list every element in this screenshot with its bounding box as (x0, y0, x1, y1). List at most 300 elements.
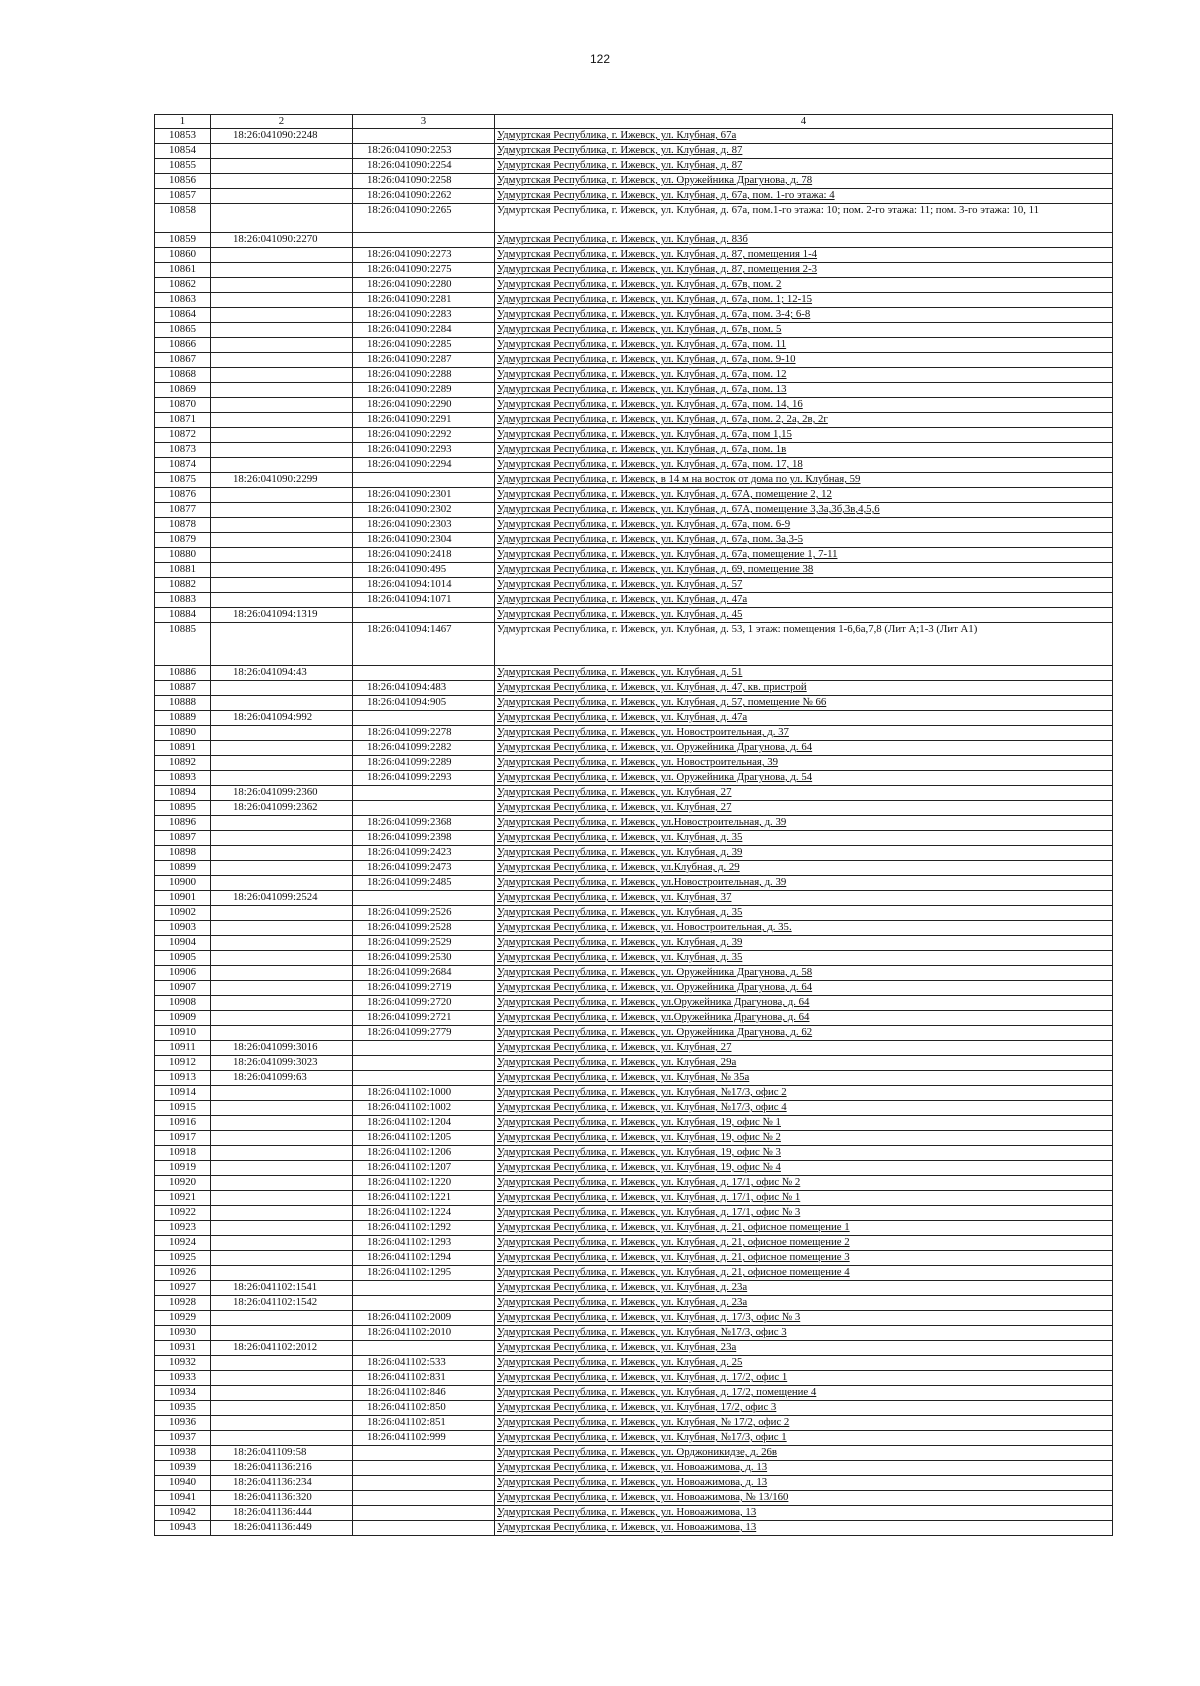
row-number: 10884 (155, 608, 211, 623)
table-row (155, 711, 1113, 726)
address: Удмуртская Республика, г. Ижевск, ул. Клубная, № 17/2, офис 2 (495, 1416, 1113, 1431)
cadastral-number-parcel (211, 681, 353, 696)
address: Удмуртская Республика, г. Ижевск, ул. Клубная, д. 25 (495, 1356, 1113, 1371)
address: Удмуртская Республика, г. Ижевск, ул. Клубная, д. 67в, пом. 5 (495, 323, 1113, 338)
table-row (155, 593, 1113, 608)
cadastral-number-building (353, 473, 495, 488)
table-row (155, 623, 1113, 666)
address: Удмуртская Республика, г. Ижевск, ул. Клубная, д. 67а, пом. 17, 18 (495, 458, 1113, 473)
row-number: 10880 (155, 548, 211, 563)
address: Удмуртская Республика, г. Ижевск, ул. Оружейника Драгунова, д. 64 (495, 741, 1113, 756)
cadastral-number-building: 18:26:041094:1014 (353, 578, 495, 593)
table-row (155, 756, 1113, 771)
row-number: 10860 (155, 248, 211, 263)
cadastral-number-parcel (211, 383, 353, 398)
cadastral-number-building: 18:26:041099:2530 (353, 951, 495, 966)
row-number: 10918 (155, 1146, 211, 1161)
cadastral-number-parcel (211, 308, 353, 323)
cadastral-number-parcel (211, 1206, 353, 1221)
cadastral-number-building: 18:26:041102:2010 (353, 1326, 495, 1341)
row-number: 10900 (155, 876, 211, 891)
cadastral-number-parcel: 18:26:041090:2270 (211, 233, 353, 248)
table-row (155, 1146, 1113, 1161)
row-number: 10867 (155, 353, 211, 368)
table-row (155, 801, 1113, 816)
row-number: 10929 (155, 1311, 211, 1326)
cadastral-number-building: 18:26:041090:2258 (353, 174, 495, 189)
table-row (155, 293, 1113, 308)
cadastral-number-building: 18:26:041090:2273 (353, 248, 495, 263)
cadastral-number-building: 18:26:041102:1002 (353, 1101, 495, 1116)
cadastral-number-parcel: 18:26:041094:992 (211, 711, 353, 726)
address: Удмуртская Республика, г. Ижевск, ул. Клубная, д. 47, кв. пристрой (495, 681, 1113, 696)
cadastral-number-parcel (211, 1221, 353, 1236)
cadastral-number-building: 18:26:041090:2294 (353, 458, 495, 473)
cadastral-number-parcel (211, 876, 353, 891)
cadastral-number-building: 18:26:041090:2291 (353, 413, 495, 428)
table-header-row (155, 115, 1113, 129)
cadastral-number-building (353, 1446, 495, 1461)
table-row (155, 263, 1113, 278)
table-row (155, 1236, 1113, 1251)
row-number: 10936 (155, 1416, 211, 1431)
cadastral-number-parcel (211, 578, 353, 593)
cadastral-number-building: 18:26:041090:2289 (353, 383, 495, 398)
table-row (155, 428, 1113, 443)
cadastral-number-building (353, 608, 495, 623)
table-row (155, 666, 1113, 681)
row-number: 10923 (155, 1221, 211, 1236)
cadastral-number-building (353, 891, 495, 906)
row-number: 10922 (155, 1206, 211, 1221)
cadastral-number-parcel (211, 144, 353, 159)
cadastral-number-parcel (211, 278, 353, 293)
cadastral-number-parcel (211, 293, 353, 308)
address: Удмуртская Республика, г. Ижевск, ул.Клубная, д. 29 (495, 861, 1113, 876)
cadastral-number-parcel: 18:26:041099:63 (211, 1071, 353, 1086)
cadastral-number-building: 18:26:041102:850 (353, 1401, 495, 1416)
cadastral-number-parcel (211, 428, 353, 443)
cadastral-number-building: 18:26:041099:2368 (353, 816, 495, 831)
cadastral-number-building: 18:26:041094:1467 (353, 623, 495, 666)
row-number: 10855 (155, 159, 211, 174)
table-row (155, 174, 1113, 189)
table-row (155, 368, 1113, 383)
table-row (155, 248, 1113, 263)
row-number: 10879 (155, 533, 211, 548)
cadastral-number-building (353, 1281, 495, 1296)
address: Удмуртская Республика, г. Ижевск, ул. Оружейника Драгунова, д. 62 (495, 1026, 1113, 1041)
table-row (155, 383, 1113, 398)
address: Удмуртская Республика, г. Ижевск, ул. Клубная, д. 47а (495, 711, 1113, 726)
table-row (155, 1116, 1113, 1131)
table-row (155, 1506, 1113, 1521)
row-number: 10857 (155, 189, 211, 204)
cadastral-number-parcel (211, 861, 353, 876)
table-row (155, 548, 1113, 563)
address: Удмуртская Республика, г. Ижевск, ул. Клубная, д. 23а (495, 1296, 1113, 1311)
address: Удмуртская Республика, г. Ижевск, ул. Клубная, д. 83б (495, 233, 1113, 248)
row-number: 10919 (155, 1161, 211, 1176)
cadastral-number-building: 18:26:041102:1204 (353, 1116, 495, 1131)
cadastral-number-building: 18:26:041102:2009 (353, 1311, 495, 1326)
table-row (155, 1131, 1113, 1146)
table-row (155, 996, 1113, 1011)
row-number: 10869 (155, 383, 211, 398)
cadastral-number-building (353, 1476, 495, 1491)
cadastral-number-parcel (211, 966, 353, 981)
address: Удмуртская Республика, г. Ижевск, ул.Оружейника Драгунова, д. 64 (495, 1011, 1113, 1026)
row-number: 10915 (155, 1101, 211, 1116)
table-body (155, 129, 1113, 1536)
address: Удмуртская Республика, г. Ижевск, ул. Клубная, 19, офис № 3 (495, 1146, 1113, 1161)
table-row (155, 1266, 1113, 1281)
row-number: 10875 (155, 473, 211, 488)
address: Удмуртская Республика, г. Ижевск, ул. Клубная, д. 35 (495, 831, 1113, 846)
cadastral-number-parcel: 18:26:041136:216 (211, 1461, 353, 1476)
address: Удмуртская Республика, г. Ижевск, ул. Клубная, д. 57, помещение № 66 (495, 696, 1113, 711)
cadastral-number-building: 18:26:041090:2287 (353, 353, 495, 368)
row-number: 10863 (155, 293, 211, 308)
address: Удмуртская Республика, г. Ижевск, ул. Клубная, д. 51 (495, 666, 1113, 681)
table-row (155, 458, 1113, 473)
cadastral-number-building: 18:26:041099:2721 (353, 1011, 495, 1026)
address: Удмуртская Республика, г. Ижевск, ул. Клубная, д. 39 (495, 846, 1113, 861)
row-number: 10926 (155, 1266, 211, 1281)
row-number: 10897 (155, 831, 211, 846)
cadastral-number-parcel (211, 1266, 353, 1281)
address: Удмуртская Республика, г. Ижевск, ул. Клубная, д. 67а, пом. 11 (495, 338, 1113, 353)
table-row (155, 771, 1113, 786)
cadastral-number-building: 18:26:041099:2720 (353, 996, 495, 1011)
cadastral-number-parcel (211, 1026, 353, 1041)
row-number: 10924 (155, 1236, 211, 1251)
cadastral-number-parcel (211, 503, 353, 518)
row-number: 10905 (155, 951, 211, 966)
address: Удмуртская Республика, г. Ижевск, ул. Клубная, д. 21, офисное помещение 2 (495, 1236, 1113, 1251)
address: Удмуртская Республика, г. Ижевск, ул. Клубная, д. 67а, пом. 1в (495, 443, 1113, 458)
row-number: 10894 (155, 786, 211, 801)
address: Удмуртская Республика, г. Ижевск, ул. Клубная, д. 17/1, офис № 1 (495, 1191, 1113, 1206)
table-row (155, 1416, 1113, 1431)
row-number: 10909 (155, 1011, 211, 1026)
cadastral-number-building: 18:26:041102:1000 (353, 1086, 495, 1101)
row-number: 10858 (155, 204, 211, 233)
page-number: 122 (589, 52, 611, 66)
cadastral-number-building: 18:26:041090:2292 (353, 428, 495, 443)
table-row (155, 741, 1113, 756)
table-row (155, 891, 1113, 906)
cadastral-number-building (353, 1491, 495, 1506)
table-row (155, 1161, 1113, 1176)
row-number: 10881 (155, 563, 211, 578)
row-number: 10899 (155, 861, 211, 876)
cadastral-number-building: 18:26:041099:2473 (353, 861, 495, 876)
cadastral-number-parcel (211, 831, 353, 846)
table-row (155, 681, 1113, 696)
table-row (155, 1221, 1113, 1236)
address: Удмуртская Республика, г. Ижевск, ул. Новоажимова, 13 (495, 1521, 1113, 1536)
address: Удмуртская Республика, г. Ижевск, ул. Клубная, д. 67а, пом. 13 (495, 383, 1113, 398)
cadastral-number-building: 18:26:041090:2284 (353, 323, 495, 338)
table-row (155, 608, 1113, 623)
cadastral-number-parcel (211, 248, 353, 263)
address: Удмуртская Республика, г. Ижевск, ул. Клубная, №17/3, офис 1 (495, 1431, 1113, 1446)
cadastral-number-parcel (211, 981, 353, 996)
cadastral-number-parcel (211, 1326, 353, 1341)
row-number: 10940 (155, 1476, 211, 1491)
cadastral-number-parcel: 18:26:041099:3016 (211, 1041, 353, 1056)
cadastral-number-parcel (211, 1236, 353, 1251)
row-number: 10862 (155, 278, 211, 293)
cadastral-number-parcel (211, 771, 353, 786)
address: Удмуртская Республика, г. Ижевск, ул. Клубная, д. 17/2, помещение 4 (495, 1386, 1113, 1401)
table-row (155, 129, 1113, 144)
address: Удмуртская Республика, г. Ижевск, ул. Клубная, №17/3, офис 2 (495, 1086, 1113, 1101)
address: Удмуртская Республика, г. Ижевск, ул. Клубная, д. 67А, помещение 3,3а,3б,3в,4,5,6 (495, 503, 1113, 518)
table-row (155, 398, 1113, 413)
row-number: 10934 (155, 1386, 211, 1401)
table-row (155, 1056, 1113, 1071)
cadastral-number-building: 18:26:041090:2265 (353, 204, 495, 233)
table-row (155, 488, 1113, 503)
address: Удмуртская Республика, г. Ижевск, ул. Клубная, д. 69, помещение 38 (495, 563, 1113, 578)
table-row (155, 1176, 1113, 1191)
row-number: 10903 (155, 921, 211, 936)
table-row (155, 951, 1113, 966)
cadastral-number-parcel (211, 726, 353, 741)
table-row (155, 846, 1113, 861)
cadastral-number-building (353, 1296, 495, 1311)
table-row (155, 831, 1113, 846)
cadastral-number-building: 18:26:041090:2293 (353, 443, 495, 458)
cadastral-number-parcel (211, 1101, 353, 1116)
cadastral-number-parcel (211, 1146, 353, 1161)
table-row (155, 1371, 1113, 1386)
table-row (155, 443, 1113, 458)
cadastral-number-parcel (211, 741, 353, 756)
cadastral-number-parcel (211, 174, 353, 189)
cadastral-number-building: 18:26:041102:1207 (353, 1161, 495, 1176)
cadastral-number-building: 18:26:041090:2290 (353, 398, 495, 413)
address: Удмуртская Республика, г. Ижевск, ул. Клубная, д. 67а, пом. 3-4; 6-8 (495, 308, 1113, 323)
row-number: 10933 (155, 1371, 211, 1386)
row-number: 10861 (155, 263, 211, 278)
cadastral-number-building: 18:26:041102:1206 (353, 1146, 495, 1161)
table-row (155, 1356, 1113, 1371)
address: Удмуртская Республика, г. Ижевск, ул. Клубная, 37 (495, 891, 1113, 906)
cadastral-number-building: 18:26:041099:2719 (353, 981, 495, 996)
address: Удмуртская Республика, г. Ижевск, ул. Клубная, д. 67а, пом. 9-10 (495, 353, 1113, 368)
cadastral-number-building (353, 1461, 495, 1476)
table-row (155, 338, 1113, 353)
row-number: 10921 (155, 1191, 211, 1206)
cadastral-number-building (353, 786, 495, 801)
row-number: 10877 (155, 503, 211, 518)
address: Удмуртская Республика, г. Ижевск, ул. Новоажимова, д. 13 (495, 1476, 1113, 1491)
cadastral-number-building (353, 1521, 495, 1536)
cadastral-number-building: 18:26:041090:2281 (353, 293, 495, 308)
table-row (155, 563, 1113, 578)
cadastral-number-parcel: 18:26:041102:2012 (211, 1341, 353, 1356)
address: Удмуртская Республика, г. Ижевск, ул. Оружейника Драгунова, д. 78 (495, 174, 1113, 189)
cadastral-number-parcel: 18:26:041099:2524 (211, 891, 353, 906)
row-number: 10898 (155, 846, 211, 861)
row-number: 10886 (155, 666, 211, 681)
row-number: 10892 (155, 756, 211, 771)
cadastral-number-parcel: 18:26:041094:1319 (211, 608, 353, 623)
row-number: 10943 (155, 1521, 211, 1536)
address: Удмуртская Республика, г. Ижевск, ул. Клубная, 27 (495, 786, 1113, 801)
table-row (155, 1296, 1113, 1311)
cadastral-number-parcel (211, 1371, 353, 1386)
cadastral-number-building: 18:26:041090:2283 (353, 308, 495, 323)
address: Удмуртская Республика, г. Ижевск, ул. Клубная, 27 (495, 1041, 1113, 1056)
cadastral-number-parcel (211, 816, 353, 831)
row-number: 10893 (155, 771, 211, 786)
address: Удмуртская Республика, г. Ижевск, ул.Новостроительная, д. 39 (495, 876, 1113, 891)
table-row (155, 816, 1113, 831)
cadastral-number-parcel: 18:26:041136:444 (211, 1506, 353, 1521)
address: Удмуртская Республика, г. Ижевск, ул. Клубная, д. 87 (495, 159, 1113, 174)
row-number: 10887 (155, 681, 211, 696)
cadastral-number-parcel (211, 353, 353, 368)
cadastral-number-building: 18:26:041099:2423 (353, 846, 495, 861)
cadastral-number-building: 18:26:041090:2302 (353, 503, 495, 518)
table-row (155, 1251, 1113, 1266)
cadastral-number-building: 18:26:041099:2293 (353, 771, 495, 786)
row-number: 10901 (155, 891, 211, 906)
address: Удмуртская Республика, г. Ижевск, ул. Клубная, 67а (495, 129, 1113, 144)
row-number: 10854 (155, 144, 211, 159)
cadastral-number-building: 18:26:041099:2779 (353, 1026, 495, 1041)
cadastral-number-building: 18:26:041102:846 (353, 1386, 495, 1401)
row-number: 10876 (155, 488, 211, 503)
table-row (155, 1101, 1113, 1116)
table-row (155, 1521, 1113, 1536)
table-row (155, 696, 1113, 711)
cadastral-number-building: 18:26:041090:2254 (353, 159, 495, 174)
cadastral-number-building (353, 1071, 495, 1086)
row-number: 10873 (155, 443, 211, 458)
cadastral-number-building: 18:26:041090:2301 (353, 488, 495, 503)
row-number: 10864 (155, 308, 211, 323)
address: Удмуртская Республика, г. Ижевск, ул. Клубная, д. 67а, пом. 12 (495, 368, 1113, 383)
column-header-3: 3 (353, 115, 495, 129)
cadastral-number-building: 18:26:041099:2278 (353, 726, 495, 741)
address: Удмуртская Республика, г. Ижевск, ул. Клубная, д. 87, помещения 2-3 (495, 263, 1113, 278)
cadastral-number-building: 18:26:041102:1293 (353, 1236, 495, 1251)
address: Удмуртская Республика, г. Ижевск, ул. Клубная, д. 67а, пом. 14, 16 (495, 398, 1113, 413)
row-number: 10853 (155, 129, 211, 144)
cadastral-number-parcel (211, 398, 353, 413)
address: Удмуртская Республика, г. Ижевск, ул. Клубная, д. 17/1, офис № 2 (495, 1176, 1113, 1191)
address: Удмуртская Республика, г. Ижевск, ул. Клубная, д. 67а, пом. 1-го этажа: 4 (495, 189, 1113, 204)
row-number: 10874 (155, 458, 211, 473)
cadastral-number-parcel (211, 263, 353, 278)
column-header-2: 2 (211, 115, 353, 129)
address: Удмуртская Республика, г. Ижевск, ул. Оружейника Драгунова, д. 54 (495, 771, 1113, 786)
row-number: 10895 (155, 801, 211, 816)
cadastral-number-parcel (211, 906, 353, 921)
cadastral-number-parcel (211, 1131, 353, 1146)
row-number: 10871 (155, 413, 211, 428)
cadastral-number-parcel (211, 1401, 353, 1416)
cadastral-number-parcel (211, 443, 353, 458)
table-row (155, 533, 1113, 548)
address: Удмуртская Республика, г. Ижевск, ул. Новостроительная, 39 (495, 756, 1113, 771)
row-number: 10872 (155, 428, 211, 443)
address: Удмуртская Республика, г. Ижевск, ул. Клубная, д. 67а, пом.1-го этажа: 10; пом. 2-го этажа: 11; пом. 3-го этажа: 10, 11 (495, 204, 1113, 233)
address: Удмуртская Республика, г. Ижевск, ул. Клубная, 17/2, офис 3 (495, 1401, 1113, 1416)
address: Удмуртская Республика, г. Ижевск, ул. Клубная, 27 (495, 801, 1113, 816)
address: Удмуртская Республика, г. Ижевск, ул. Клубная, 19, офис № 2 (495, 1131, 1113, 1146)
row-number: 10937 (155, 1431, 211, 1446)
row-number: 10938 (155, 1446, 211, 1461)
cadastral-number-parcel (211, 1386, 353, 1401)
cadastral-number-parcel (211, 1161, 353, 1176)
address: Удмуртская Республика, г. Ижевск, ул. Новостроительная, д. 37 (495, 726, 1113, 741)
row-number: 10868 (155, 368, 211, 383)
address: Удмуртская Республика, г. Ижевск, ул.Оружейника Драгунова, д. 64 (495, 996, 1113, 1011)
row-number: 10907 (155, 981, 211, 996)
row-number: 10913 (155, 1071, 211, 1086)
address: Удмуртская Республика, г. Ижевск, ул. Клубная, д. 21, офисное помещение 1 (495, 1221, 1113, 1236)
cadastral-number-building: 18:26:041094:905 (353, 696, 495, 711)
row-number: 10941 (155, 1491, 211, 1506)
address: Удмуртская Республика, г. Ижевск, ул. Клубная, д. 67а, пом. 1; 12-15 (495, 293, 1113, 308)
cadastral-number-parcel (211, 1011, 353, 1026)
cadastral-number-parcel (211, 323, 353, 338)
cadastral-number-parcel (211, 1176, 353, 1191)
cadastral-number-parcel: 18:26:041099:3023 (211, 1056, 353, 1071)
cadastral-number-parcel (211, 756, 353, 771)
table-row (155, 518, 1113, 533)
row-number: 10883 (155, 593, 211, 608)
address: Удмуртская Республика, г. Ижевск, ул. Клубная, д. 39 (495, 936, 1113, 951)
table-row (155, 1071, 1113, 1086)
table-row (155, 159, 1113, 174)
cadastral-number-building (353, 1341, 495, 1356)
row-number: 10885 (155, 623, 211, 666)
cadastral-number-parcel: 18:26:041102:1542 (211, 1296, 353, 1311)
table-row (155, 323, 1113, 338)
row-number: 10865 (155, 323, 211, 338)
cadastral-number-building: 18:26:041090:2285 (353, 338, 495, 353)
address: Удмуртская Республика, г. Ижевск, ул. Клубная, д. 57 (495, 578, 1113, 593)
row-number: 10870 (155, 398, 211, 413)
cadastral-number-building: 18:26:041094:1071 (353, 593, 495, 608)
table-row (155, 1281, 1113, 1296)
row-number: 10930 (155, 1326, 211, 1341)
row-number: 10911 (155, 1041, 211, 1056)
table-row (155, 1491, 1113, 1506)
cadastral-number-parcel (211, 623, 353, 666)
row-number: 10917 (155, 1131, 211, 1146)
table-row (155, 1191, 1113, 1206)
table-row (155, 861, 1113, 876)
address: Удмуртская Республика, г. Ижевск, ул. Новоажимова, д. 13 (495, 1461, 1113, 1476)
cadastral-number-parcel (211, 204, 353, 233)
cadastral-number-parcel: 18:26:041136:449 (211, 1521, 353, 1536)
cadastral-number-parcel: 18:26:041099:2362 (211, 801, 353, 816)
table-row (155, 233, 1113, 248)
cadastral-number-building: 18:26:041099:2282 (353, 741, 495, 756)
table-row (155, 1461, 1113, 1476)
table-row (155, 503, 1113, 518)
row-number: 10939 (155, 1461, 211, 1476)
cadastral-number-parcel (211, 413, 353, 428)
